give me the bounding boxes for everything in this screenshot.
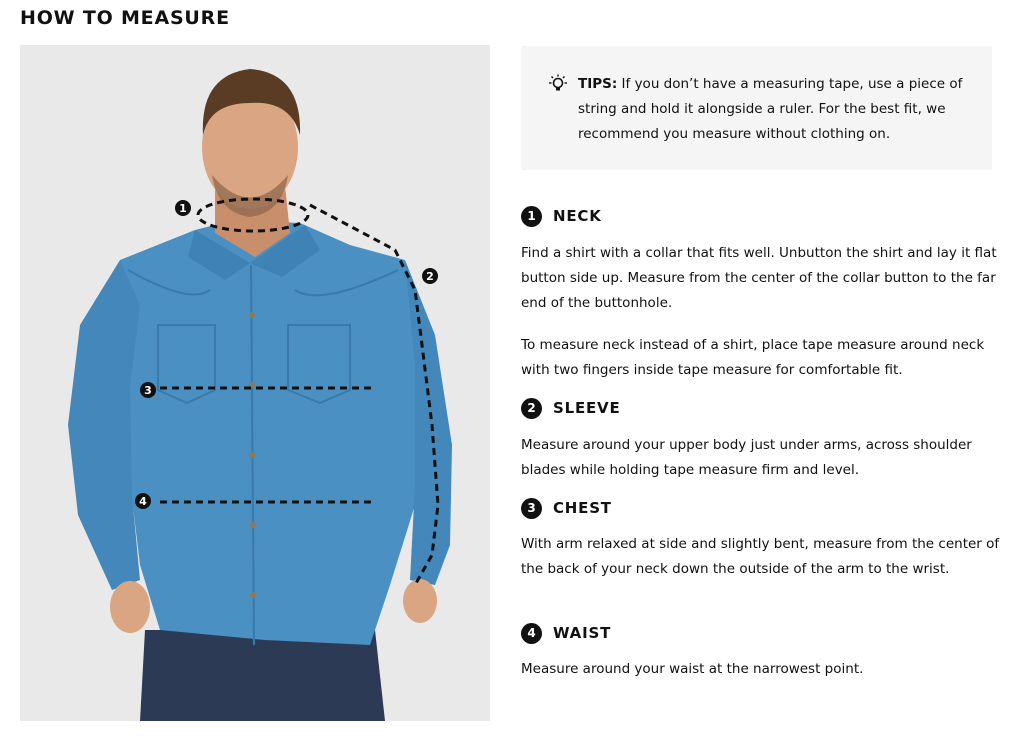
waist-description: Measure around your waist at the narrowest point. [521,661,864,677]
tips-body: If you don’t have a measuring tape, use a piece of string and hold it alongside a ruler. For the best fit, we recommend you measure without clothing on. [578,76,963,142]
chest-description: With arm relaxed at side and slightly bent, measure from the center of the back of your neck down the outside of the arm to the wrist. [521,536,1000,577]
number-badge-1: 1 [521,206,542,227]
neck-alternative-description: To measure neck instead of a shirt, place tape measure around neck with two fingers inside tape measure for comfortable fit. [521,337,985,378]
tips-label: TIPS: [578,76,618,92]
model-photo-illustration [20,45,490,721]
tips-box [521,46,992,170]
neck-heading [521,202,602,230]
sleeve-description: Measure around your upper body just under arms, across shoulder blades while holding tape measure firm and level. [521,437,972,478]
number-badge-2: 2 [521,398,542,419]
section-title-neck: NECK [553,207,602,225]
number-badge-4: 4 [521,623,542,644]
marker-2-icon [422,268,438,284]
number-badge-3: 3 [521,498,542,519]
svg-text:2: 2 [426,270,434,283]
lightbulb-icon [547,74,569,94]
section-title-sleeve: SLEEVE [553,399,621,417]
marker-3-icon [140,382,156,398]
page-title: HOW TO MEASURE [20,7,230,29]
section-title-chest: CHEST [553,499,612,517]
chest-heading [521,494,612,522]
neck-description: Find a shirt with a collar that fits well. Unbutton the shirt and lay it flat button side up. Measure from the center of the collar button to the far end of the buttonhole. [521,245,997,311]
marker-1-icon [175,200,191,216]
section-title-waist: WAIST [553,624,612,642]
left-hand-shape [110,581,150,633]
svg-text:1: 1 [179,202,187,215]
model-photo [20,45,490,721]
svg-text:4: 4 [139,495,147,508]
waist-heading [521,619,611,647]
svg-text:3: 3 [144,384,152,397]
right-hand-shape [403,579,437,623]
tips-text [578,72,970,147]
marker-4-icon [135,493,151,509]
shirt-body-shape [120,220,420,645]
sleeve-heading [521,394,621,422]
